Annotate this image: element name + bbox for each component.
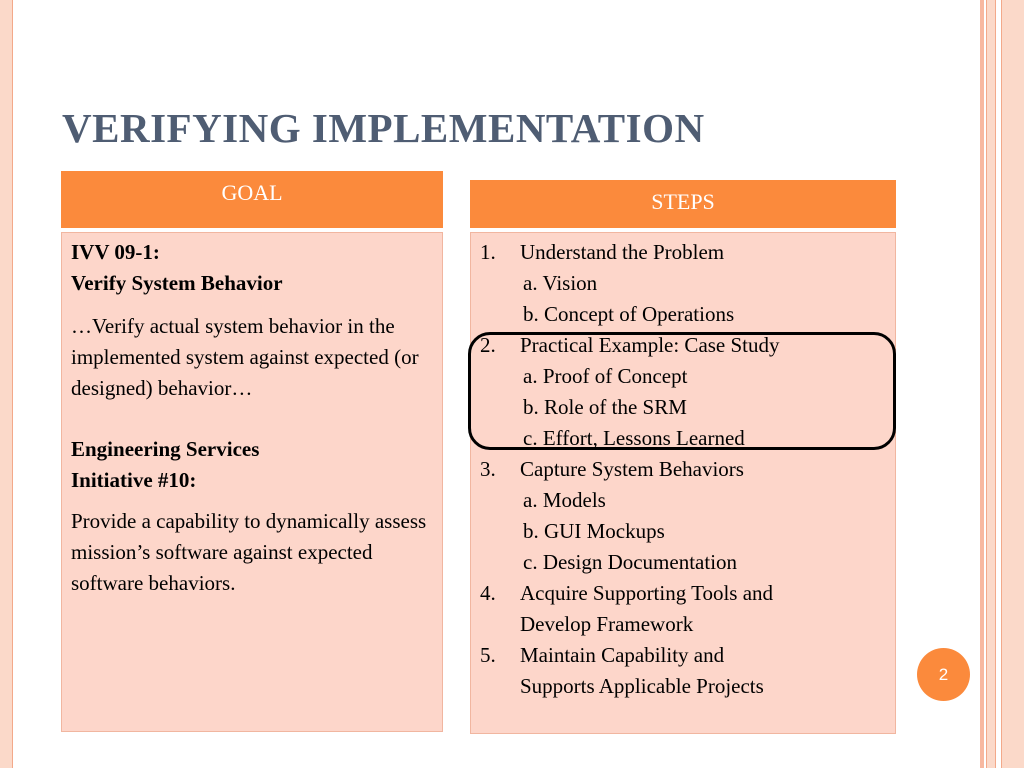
step-subitem: a. Proof of Concept xyxy=(523,364,688,388)
step-number: 3. xyxy=(480,457,496,481)
step-text: Practical Example: Case Study xyxy=(520,333,780,357)
step-subitem: b. GUI Mockups xyxy=(523,519,665,543)
goal-description: …Verify actual system behavior in the implemented system against expected (or designed) behavior… xyxy=(71,314,419,400)
step-subitem: c. Design Documentation xyxy=(523,550,738,574)
step-text-continued: Supports Applicable Projects xyxy=(520,674,764,698)
initiative-line2: Initiative #10: xyxy=(71,468,197,492)
left-decorative-stripe xyxy=(0,0,13,768)
right-decorative-stripe-wide xyxy=(1001,0,1024,768)
step-number: 4. xyxy=(480,581,496,605)
case-study-highlight-box xyxy=(468,332,896,450)
step-subitem: a. Vision xyxy=(523,271,598,295)
step-text-continued: Develop Framework xyxy=(520,612,694,636)
step-subitem: b. Role of the SRM xyxy=(523,395,687,419)
right-decorative-stripe-mid xyxy=(986,0,996,768)
step-item xyxy=(480,578,889,640)
initiative-line1: Engineering Services xyxy=(71,437,260,461)
goal-id-line2: Verify System Behavior xyxy=(71,271,283,295)
page-number-badge: 2 xyxy=(917,648,970,701)
step-subitem: c. Effort, Lessons Learned xyxy=(523,426,745,450)
step-subitem: b. Concept of Operations xyxy=(523,302,735,326)
goal-header: GOAL xyxy=(61,171,443,228)
step-subitem: a. Models xyxy=(523,488,606,512)
step-text: Understand the Problem xyxy=(520,240,725,264)
steps-panel xyxy=(470,232,896,734)
step-text: Maintain Capability and xyxy=(520,643,725,667)
step-item xyxy=(480,454,889,485)
goal-panel xyxy=(61,232,443,732)
step-text: Capture System Behaviors xyxy=(520,457,744,481)
steps-header: STEPS xyxy=(470,180,896,228)
step-item xyxy=(480,237,889,268)
goal-id-line1: IVV 09-1: xyxy=(71,240,160,264)
slide-title: VERIFYING IMPLEMENTATION xyxy=(62,105,705,151)
step-number: 1. xyxy=(480,240,496,264)
step-item xyxy=(480,640,889,702)
right-decorative-stripe-thin xyxy=(980,0,984,768)
initiative-text: Provide a capability to dynamically assess mission’s software against expected software behaviors. xyxy=(71,509,427,595)
step-number: 5. xyxy=(480,643,496,667)
step-text: Acquire Supporting Tools and xyxy=(520,581,774,605)
step-number: 2. xyxy=(480,333,496,357)
